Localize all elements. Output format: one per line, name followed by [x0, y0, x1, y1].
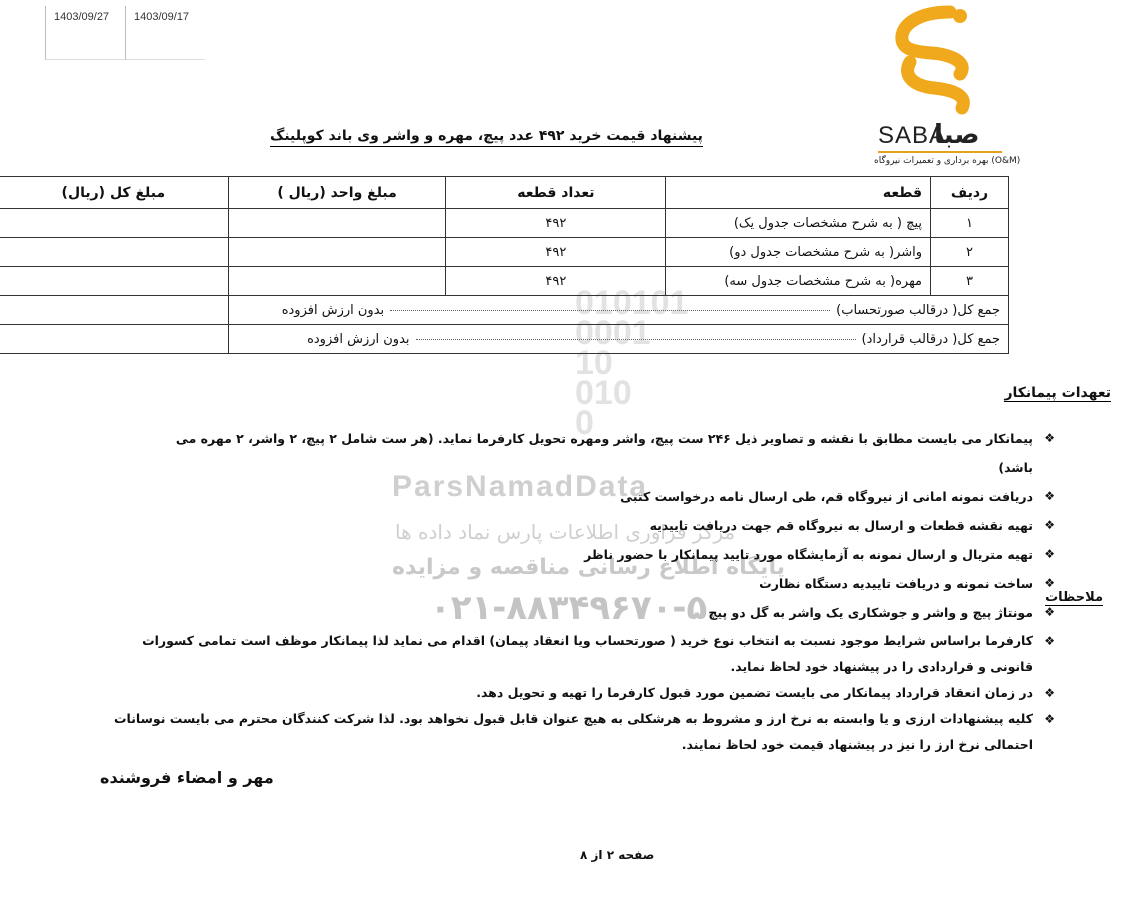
list-item: ❖ تهیه نقشه قطعات و ارسال به نیروگاه قم جهت دریافت تاییدیه [155, 511, 1055, 540]
quantity-cell: ۴۹۲ [446, 238, 666, 267]
page-title: پیشنهاد قیمت خرید ۴۹۲ عدد پیچ، مهره و واشر وی باند کوپلینگ [270, 128, 703, 147]
list-item: ❖ در زمان انعقاد قرارداد پیمانکار می بایست تضمین مورد قبول کارفرما را تهیه و تحویل دهد. [95, 680, 1055, 706]
unit-price-cell[interactable] [228, 238, 446, 267]
header-part: قطعه [666, 177, 931, 209]
company-logo [872, 4, 1022, 169]
sum-label: جمع کل( درقالب قرارداد) [861, 331, 1000, 347]
header-quantity: تعداد قطعه [446, 177, 666, 209]
price-table [0, 176, 1009, 354]
seller-signature-label: مهر و امضاء فروشنده [100, 768, 274, 787]
header-unit-price: مبلغ واحد (ریال ) [228, 177, 446, 209]
watermark-line1: مرکز فراوری اطلاعات پارس نماد داده ها [395, 520, 736, 544]
table-row [0, 267, 1009, 296]
row-number: ۱ [931, 209, 1009, 238]
unit-price-cell[interactable] [228, 209, 446, 238]
table-row [0, 238, 1009, 267]
logo-underline [878, 151, 1002, 153]
list-item: ❖ پیمانکار می بایست مطابق با نقشه و تصاویر ذیل ۲۴۶ ست پیچ، واشر ومهره تحویل کارفرما نماید. (هر ست شامل ۲ پیچ، ۲ واشر، ۲ مهره می باشد) [155, 424, 1055, 482]
quantity-cell: ۴۹۲ [446, 209, 666, 238]
dotted-line [390, 310, 830, 311]
table-header-row [0, 177, 1009, 209]
list-item: ❖ تهیه متریال و ارسال نمونه به آزمایشگاه مورد تایید پیمانکار با حضور ناظر [155, 540, 1055, 569]
total-price-cell[interactable] [0, 267, 228, 296]
logo-latin: SABA [878, 122, 947, 149]
logo-subtitle: بهره برداری و تعمیرات نیروگاه (O&M) [874, 156, 1021, 166]
list-item: ❖ ساخت نمونه و دریافت تاییدیه دستگاه نظارت [155, 569, 1055, 598]
row-number: ۳ [931, 267, 1009, 296]
total-price-cell[interactable] [0, 238, 228, 267]
table-row [0, 209, 1009, 238]
sum-total-cell[interactable] [0, 325, 228, 354]
notes-list [95, 628, 1055, 758]
obligations-title: تعهدات پیمانکار [1004, 385, 1111, 401]
sum-total-cell[interactable] [0, 296, 228, 325]
row-number: ۲ [931, 238, 1009, 267]
sum-note: بدون ارزش افزوده [307, 331, 410, 347]
list-item: ❖ دریافت نمونه امانی از نیروگاه قم، طی ارسال نامه درخواست کتبی [155, 482, 1055, 511]
notes-title: ملاحظات [1045, 590, 1103, 605]
unit-price-cell[interactable] [228, 267, 446, 296]
date-box [45, 6, 207, 60]
sum-label: جمع کل( درقالب صورتحساب) [836, 302, 1000, 318]
logo-farsi: صبا [934, 120, 980, 150]
date-1: 1403/09/27 [45, 6, 125, 60]
sum-note: بدون ارزش افزوده [281, 302, 385, 318]
sum-row-contract [0, 325, 1009, 354]
watermark-brand: ParsNamadData [392, 470, 649, 503]
list-item: ❖ کلیه پیشنهادات ارزی و یا وابسته به نرخ ارز و مشروط به هرشکلی به هیچ عنوان قابل قبول نخواهد بود. لذا شرکت کنندگان محترم می بایست نوسانات احتمالی نرخ ارز را نیز در پیشنهاد قیمت خود لحاظ نمایند. [95, 706, 1055, 758]
sum-row-invoice [0, 296, 1009, 325]
sum-label-cell [228, 325, 1008, 354]
watermark-digits: 010101 0001 10 010 0 [575, 284, 689, 442]
watermark-line2: پایگاه اطلاع رسانی مناقصه و مزایده [392, 555, 785, 580]
page-number: صفحه ۲ از ۸ [580, 848, 655, 862]
part-cell: واشر( به شرح مشخصات جدول دو) [666, 238, 931, 267]
saba-logo-icon [890, 4, 980, 116]
watermark-phone: ۰۲۱-۸۸۳۴۹۶۷۰-۵ [430, 588, 708, 628]
list-item: ❖ کارفرما براساس شرایط موجود نسبت به انتخاب نوع خرید ( صورتحساب ویا انعقاد پیمان) اقدام می نماید لذا پیمانکار موظف است تمامی کسورات قانونی و قراردادی را در پیشنهاد خود لحاظ نماید. [95, 628, 1055, 680]
sum-label-cell [228, 296, 1008, 325]
header-total-price: مبلغ کل (ریال) [0, 177, 228, 209]
part-cell: مهره( به شرح مشخصات جدول سه) [666, 267, 931, 296]
obligations-list [155, 424, 1055, 627]
date-2: 1403/09/17 [125, 6, 205, 60]
header-row-number: ردیف [931, 177, 1009, 209]
list-item: ❖ مونتاژ پیچ و واشر و جوشکاری یک واشر به گل دو پیچ [155, 598, 1055, 627]
dotted-line [416, 339, 856, 340]
quantity-cell: ۴۹۲ [446, 267, 666, 296]
total-price-cell[interactable] [0, 209, 228, 238]
part-cell: پیچ ( به شرح مشخصات جدول یک) [666, 209, 931, 238]
